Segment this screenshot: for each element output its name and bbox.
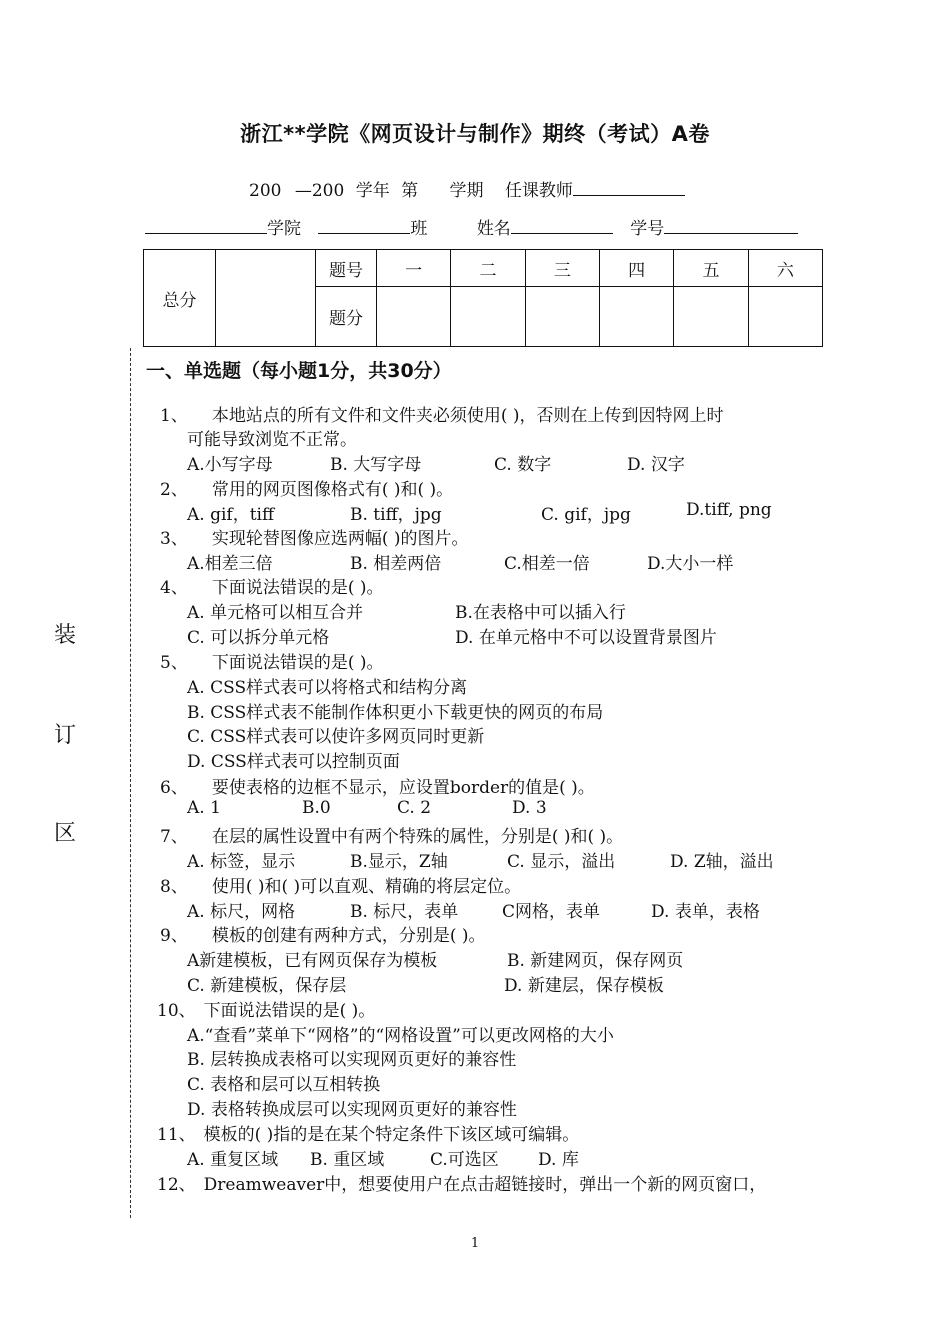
question-number: 6、 <box>160 778 188 798</box>
option[interactable]: D. CSS样式表可以控制页面 <box>187 752 400 772</box>
class-label: 班 <box>410 219 428 239</box>
option[interactable]: A新建模板，已有网页保存为模板 <box>187 951 438 971</box>
student-id-label: 学号 <box>630 219 665 239</box>
question-number: 7、 <box>160 827 188 847</box>
question-stem <box>157 1120 579 1145</box>
di-label: 第 <box>401 181 419 201</box>
option[interactable]: D. 汉字 <box>627 455 685 475</box>
year-from: 200 <box>249 181 282 201</box>
option[interactable]: D. 新建层，保存模板 <box>504 976 664 996</box>
option[interactable]: B. 重区域 <box>310 1150 385 1170</box>
option[interactable]: B. 大写字母 <box>330 455 422 475</box>
option[interactable]: A. 标签，显示 <box>187 852 296 872</box>
option[interactable]: B. tiff，jpg <box>350 505 442 525</box>
question-text: 使用( )和( )可以直观、精确的将层定位。 <box>211 877 522 897</box>
option[interactable]: A.“查看”菜单下“网格”的“网格设置”可以更改网格的大小 <box>187 1026 614 1046</box>
total-score-label: 总分 <box>144 250 216 347</box>
teacher-blank[interactable] <box>573 179 685 196</box>
option[interactable]: D. 表格转换成层可以实现网页更好的兼容性 <box>187 1100 517 1120</box>
header-semester-line <box>249 176 685 201</box>
option[interactable]: C. 表格和层可以互相转换 <box>187 1075 381 1095</box>
option[interactable]: D.tiff, png <box>686 500 772 520</box>
score-cell[interactable] <box>377 287 451 347</box>
question-text-cont: 可能导致浏览不正常。 <box>187 430 357 450</box>
option[interactable]: B. CSS样式表不能制作体积更小下载更快的网页的布局 <box>187 703 604 723</box>
question-number: 2、 <box>160 480 188 500</box>
column-header: 六 <box>748 250 822 287</box>
teacher-label: 任课教师 <box>504 181 573 201</box>
score-cell[interactable] <box>525 287 599 347</box>
option[interactable]: C. 数字 <box>494 455 552 475</box>
question-number: 3、 <box>160 529 188 549</box>
year-to: 200 <box>311 181 345 201</box>
exam-title: 浙江**学院《网页设计与制作》期终（考试）A卷 <box>240 122 710 146</box>
option[interactable]: B. 层转换成表格可以实现网页更好的兼容性 <box>187 1050 517 1070</box>
college-label: 学院 <box>267 219 301 239</box>
score-cell[interactable] <box>599 287 673 347</box>
binding-line <box>130 348 131 1218</box>
question-stem <box>160 573 384 598</box>
question-text: 实现轮替图像应选两幅( )的图片。 <box>211 529 469 549</box>
question-number: 5、 <box>160 653 188 673</box>
question-stem <box>157 1170 766 1195</box>
page-number: 1 <box>470 1236 480 1251</box>
question-text: 在层的属性设置中有两个特殊的属性，分别是( )和( )。 <box>211 827 624 847</box>
option[interactable]: C.可选区 <box>430 1150 499 1170</box>
column-header: 五 <box>674 250 748 287</box>
column-header: 一 <box>377 250 451 287</box>
option[interactable]: A. 单元格可以相互合并 <box>187 603 364 623</box>
question-stem <box>160 773 595 798</box>
question-stem <box>160 475 453 500</box>
question-text: 模板的( )指的是在某个特定条件下该区域可编辑。 <box>203 1125 580 1145</box>
option[interactable]: D. Z轴，溢出 <box>670 852 774 872</box>
question-stem <box>160 648 384 673</box>
student-id-blank[interactable] <box>664 217 798 234</box>
option[interactable]: C. 显示，溢出 <box>507 852 616 872</box>
score-cell[interactable] <box>451 287 525 347</box>
question-text: 要使表格的边框不显示，应设置border的值是( )。 <box>211 778 595 798</box>
column-header: 二 <box>451 250 525 287</box>
question-number: 9、 <box>160 926 188 946</box>
option[interactable]: A.相差三倍 <box>187 554 273 574</box>
binding-mark: 订 <box>54 723 77 748</box>
question-number: 4、 <box>160 578 188 598</box>
question-number: 1、 <box>160 406 188 426</box>
question-text: 常用的网页图像格式有( )和( )。 <box>211 480 454 500</box>
year-dash: — <box>294 181 312 201</box>
question-text: 下面说法错误的是( )。 <box>211 578 384 598</box>
option[interactable]: B. 标尺，表单 <box>350 902 459 922</box>
question-stem <box>157 996 375 1021</box>
binding-mark: 区 <box>54 821 77 846</box>
binding-mark: 装 <box>54 623 77 648</box>
option[interactable]: A. 1 <box>187 798 221 818</box>
college-blank[interactable] <box>145 217 267 234</box>
option[interactable]: D.大小一样 <box>647 554 734 574</box>
option[interactable]: D. 3 <box>512 798 547 818</box>
option[interactable]: C网格，表单 <box>502 902 601 922</box>
score-cell[interactable] <box>674 287 748 347</box>
header-student-line <box>145 214 798 239</box>
question-text: 模板的创建有两种方式，分别是( )。 <box>211 926 486 946</box>
score-cell[interactable] <box>748 287 822 347</box>
question-text: 本地站点的所有文件和文件夹必须使用( )，否则在上传到因特网上时 <box>211 406 724 426</box>
option[interactable]: C. 可以拆分单元格 <box>187 628 330 648</box>
column-header: 三 <box>525 250 599 287</box>
question-stem <box>160 822 623 847</box>
option[interactable]: C. 新建模板，保存层 <box>187 976 347 996</box>
section-title: 一、单选题（每小题1分，共30分） <box>146 360 452 382</box>
option[interactable]: A.小写字母 <box>187 455 273 475</box>
option[interactable]: A. gif，tiff <box>187 505 275 525</box>
question-number: 10、 <box>157 1001 196 1021</box>
option[interactable]: D. 在单元格中不可以设置背景图片 <box>455 628 717 648</box>
name-label: 姓名 <box>476 219 511 239</box>
option[interactable]: A. CSS样式表可以将格式和结构分离 <box>187 678 468 698</box>
option[interactable]: D. 库 <box>538 1150 579 1170</box>
option[interactable]: A. 标尺，网格 <box>187 902 296 922</box>
question-number: 8、 <box>160 877 188 897</box>
option[interactable]: C. 2 <box>397 798 432 818</box>
school-year-label: 学年 <box>355 181 390 201</box>
question-text: 下面说法错误的是( )。 <box>211 653 384 673</box>
name-blank[interactable] <box>511 217 613 234</box>
option[interactable]: D. 表单，表格 <box>651 902 760 922</box>
question-text: Dreamweaver中，想要使用户在点击超链接时，弹出一个新的网页窗口， <box>203 1175 767 1195</box>
question-text: 下面说法错误的是( )。 <box>203 1001 376 1021</box>
column-header: 四 <box>599 250 673 287</box>
question-stem <box>160 524 469 549</box>
question-stem <box>160 921 486 946</box>
question-score-label: 题分 <box>316 287 377 347</box>
total-score-cell[interactable] <box>216 250 316 347</box>
option[interactable]: A. 重复区域 <box>187 1150 279 1170</box>
option[interactable]: C. CSS样式表可以使许多网页同时更新 <box>187 727 485 747</box>
score-table <box>143 249 823 347</box>
option[interactable]: B.显示，Z轴 <box>350 852 448 872</box>
question-stem <box>160 401 724 426</box>
question-number: 12、 <box>157 1175 196 1195</box>
option[interactable]: B.0 <box>302 798 331 818</box>
question-number: 11、 <box>157 1125 196 1145</box>
option[interactable]: C. gif，jpg <box>541 505 631 525</box>
question-stem <box>160 872 521 897</box>
semester-label: 学期 <box>449 181 484 201</box>
option[interactable]: B.在表格中可以插入行 <box>455 603 626 623</box>
class-blank[interactable] <box>318 217 410 234</box>
option[interactable]: C.相差一倍 <box>504 554 590 574</box>
option[interactable]: B. 相差两倍 <box>350 554 442 574</box>
question-number-label: 题号 <box>316 250 377 287</box>
option[interactable]: B. 新建网页，保存网页 <box>507 951 684 971</box>
